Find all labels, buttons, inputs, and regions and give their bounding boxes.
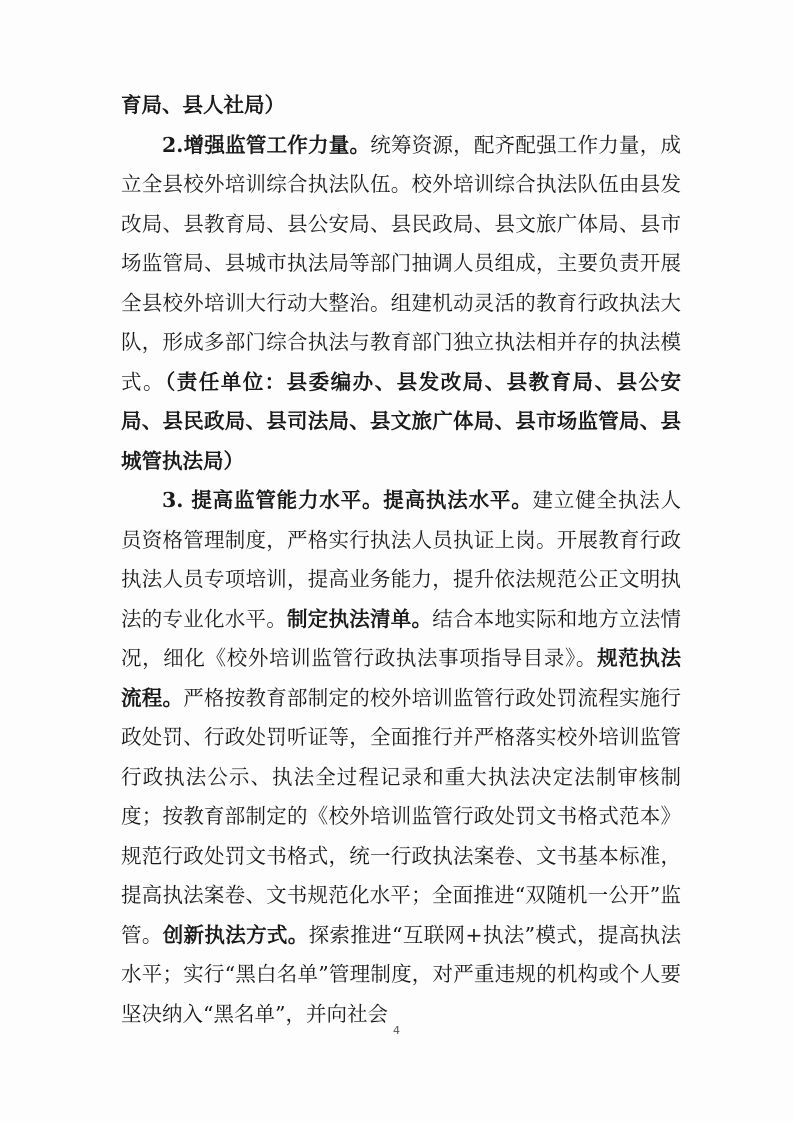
document-body	[121, 86, 681, 1034]
section-3-paragraph	[121, 481, 681, 1034]
section-3-body-1: 建立健全执法人员资格管理制度，严格实行执法人员执证上岗。开展教育行政执法人员专项培训，提高业务能力，提升依法规范公正文明执法的专业化水平。	[121, 488, 681, 631]
section-3-subheading-3: 创新执法方式。	[162, 922, 309, 947]
intro-text: 育局、县人社局）	[121, 93, 285, 117]
section-3-subheading-2: 规范执法流程。	[121, 646, 682, 710]
section-2-body: 统筹资源，配齐配强工作力量，成立全县校外培训综合执法队伍。校外培训综合执法队伍由县发改局、县教育局、县公安局、县民政局、县文旅广体局、县市场监管局、县城市执法局等部门抽调人员组成，主要负责开展全县校外培训大行动大整治。组建机动灵活的教育行政执法大队，形成多部门综合执法与教育部门独立执法相并存的执法模式。	[121, 132, 681, 394]
intro-paragraph	[121, 86, 681, 126]
section-2-paragraph	[121, 126, 681, 482]
section-2-heading: 2.增强监管工作力量。	[162, 132, 371, 157]
section-3-subheading-1: 制定执法清单。	[287, 606, 433, 631]
section-3-body-4: 探索推进“互联网+执法”模式，提高执法水平；实行“黑白名单”管理制度，对严重违规的机构或个人要坚决纳入“黑名单”，并向社会	[121, 922, 682, 1026]
section-3-body-2: 结合本地实际和地方立法情况，细化《校外培训监管行政执法事项指导目录》。	[121, 606, 681, 670]
section-2-responsibility: （责任单位：县委编办、县发改局、县教育局、县公安局、县民政局、县司法局、县文旅广体局、县市场监管局、县城管执法局）	[121, 369, 682, 473]
section-3-heading: 3. 提高监管能力水平。提高执法水平。	[162, 488, 533, 512]
page-number: 4	[393, 1024, 400, 1037]
section-3-body-3: 严格按教育部制定的校外培训监管行政处罚流程实施行政处罚、行政处罚听证等，全面推行并严格落实校外培训监管行政执法公示、执法全过程记录和重大执法决定法制审核制度；按教育部制定的《校外培训监管行政处罚文书格式范本》规范行政处罚文书格式，统一行政执法案卷、文书基本标准，提高执法案卷、文书规范化水平；全面推进“双随机一公开”监管。	[121, 685, 681, 947]
